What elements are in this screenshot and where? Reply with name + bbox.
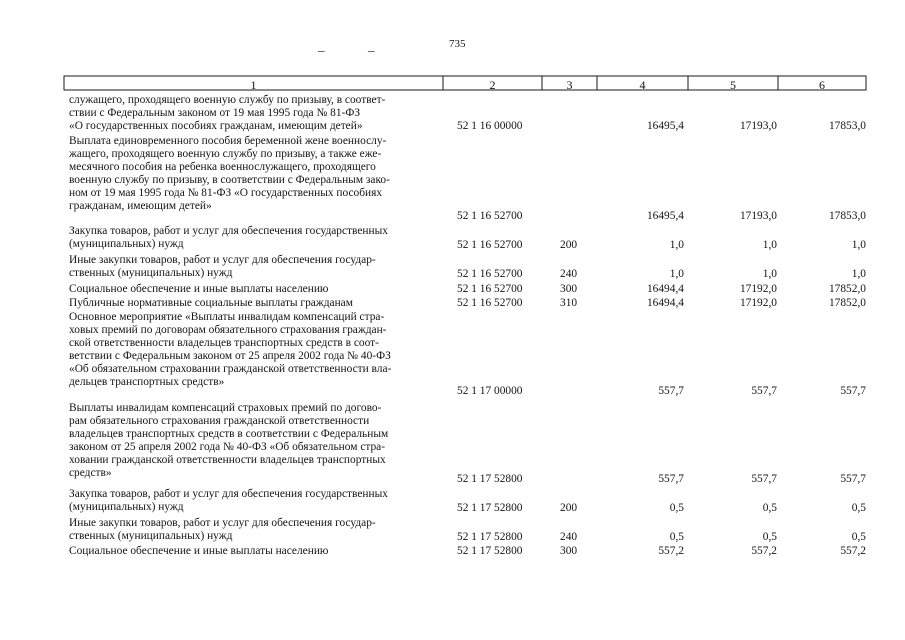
row-value-3: 17852,0 xyxy=(828,283,866,295)
row-description xyxy=(69,545,442,558)
row-value-3: 1,0 xyxy=(851,239,866,251)
row-code: 52 1 16 00000 xyxy=(457,120,523,132)
description-line: гражданам, имеющим детей» xyxy=(69,199,212,212)
row-description xyxy=(69,283,442,296)
row-value-3: 17852,0 xyxy=(828,297,866,309)
row-code: 52 1 17 52800 xyxy=(457,531,523,543)
row-value-1: 16494,4 xyxy=(646,283,684,295)
description-line: военную службу по призыву, в соответствии с Федеральным зако- xyxy=(69,173,390,186)
description-line: законом от 25 апреля 2002 года № 40-ФЗ «Об обязательном стра- xyxy=(69,440,386,453)
description-line: ственных (муниципальных) нужд xyxy=(69,266,233,279)
row-description xyxy=(69,311,442,388)
description-line: Иные закупки товаров, работ и услуг для обеспечения государ- xyxy=(69,517,376,529)
row-value-3: 1,0 xyxy=(851,268,866,280)
row-value-2: 557,2 xyxy=(751,545,777,557)
row-code: 52 1 17 52800 xyxy=(457,545,523,557)
column-header-3: 3 xyxy=(566,78,573,92)
description-line: средств» xyxy=(69,466,112,479)
row-value-1: 0,5 xyxy=(669,502,684,514)
description-line: ской ответственности владельцев транспортных средств в соот- xyxy=(69,336,379,349)
row-code: 52 1 17 52800 xyxy=(457,502,523,514)
description-line: ственных (муниципальных) нужд xyxy=(69,529,233,542)
description-line: Закупка товаров, работ и услуг для обеспечения государственных xyxy=(69,488,388,500)
description-line: Выплата единовременного пособия беременной жене военнослу- xyxy=(69,135,387,147)
row-value-1: 557,7 xyxy=(658,473,684,485)
row-description xyxy=(69,517,442,543)
row-description xyxy=(69,254,442,280)
page-number: 735 xyxy=(449,38,466,50)
row-value-2: 1,0 xyxy=(762,239,777,251)
row-value-1: 16495,4 xyxy=(646,210,684,222)
description-line: ховых премий по договорам обязательного страхования граждан- xyxy=(69,323,387,336)
row-value-1: 0,5 xyxy=(669,531,684,543)
row-expense-type: 240 xyxy=(560,268,578,280)
description-line: владельцев транспортных средств в соответствии с Федеральным xyxy=(69,427,389,440)
column-header-4: 4 xyxy=(639,78,646,92)
row-value-1: 1,0 xyxy=(669,268,684,280)
row-value-1: 1,0 xyxy=(669,239,684,251)
row-value-3: 0,5 xyxy=(851,502,866,514)
row-value-3: 17853,0 xyxy=(828,210,866,222)
row-code: 52 1 17 00000 xyxy=(457,385,523,397)
description-line: «Об обязательном страховании гражданской ответственности вла- xyxy=(69,362,392,375)
row-value-1: 16494,4 xyxy=(646,297,684,309)
row-expense-type: 240 xyxy=(560,531,578,543)
row-expense-type: 200 xyxy=(560,502,578,514)
description-line: ствии с Федеральным законом от 19 мая 1995 года № 81-ФЗ xyxy=(69,106,361,119)
row-value-3: 557,7 xyxy=(840,473,866,485)
row-value-2: 557,7 xyxy=(751,473,777,485)
row-code: 52 1 16 52700 xyxy=(457,297,523,309)
row-description xyxy=(69,402,442,479)
column-header-5: 5 xyxy=(730,78,736,92)
description-line: «О государственных пособиях гражданам, имеющим детей» xyxy=(69,119,363,132)
row-value-1: 557,2 xyxy=(658,545,684,557)
row-description xyxy=(69,225,442,251)
row-value-3: 557,2 xyxy=(840,545,866,557)
row-value-2: 557,7 xyxy=(751,385,777,397)
description-line: служащего, проходящего военную службу по призыву, в соответ- xyxy=(69,94,386,106)
row-expense-type: 300 xyxy=(560,283,578,295)
row-value-2: 0,5 xyxy=(762,502,777,514)
row-description xyxy=(69,135,442,212)
description-line: (муниципальных) нужд xyxy=(69,237,184,250)
description-line: дельцев транспортных средств» xyxy=(69,375,225,388)
row-value-2: 1,0 xyxy=(762,268,777,280)
row-value-2: 17192,0 xyxy=(739,283,777,295)
row-expense-type: 300 xyxy=(560,545,578,557)
description-line: Основное мероприятие «Выплаты инвалидам компенсаций стра- xyxy=(69,311,385,323)
row-value-3: 0,5 xyxy=(851,531,866,543)
row-code: 52 1 16 52700 xyxy=(457,210,523,222)
row-description xyxy=(69,488,442,514)
row-value-1: 16495,4 xyxy=(646,120,684,132)
description-line: Закупка товаров, работ и услуг для обеспечения государственных xyxy=(69,225,388,237)
row-code: 52 1 16 52700 xyxy=(457,268,523,280)
row-value-2: 0,5 xyxy=(762,531,777,543)
row-code: 52 1 16 52700 xyxy=(457,239,523,251)
row-description xyxy=(69,94,442,133)
row-value-2: 17192,0 xyxy=(739,297,777,309)
description-line: жащего, проходящего военную службу по призыву, а также еже- xyxy=(69,147,382,160)
description-line: Социальное обеспечение и иные выплаты населению xyxy=(69,545,329,557)
row-value-3: 557,7 xyxy=(840,385,866,397)
column-header-1: 1 xyxy=(250,78,257,92)
description-line: ветствии с Федеральным законом от 25 апреля 2002 года № 40-ФЗ xyxy=(69,349,391,362)
column-header-2: 2 xyxy=(489,78,496,92)
description-line: ном от 19 мая 1995 года № 81-ФЗ «О государственных пособиях xyxy=(69,186,383,199)
row-value-2: 17193,0 xyxy=(739,120,777,132)
row-value-2: 17193,0 xyxy=(739,210,777,222)
description-line: Иные закупки товаров, работ и услуг для обеспечения государ- xyxy=(69,254,376,266)
row-expense-type: 200 xyxy=(560,239,578,251)
row-code: 52 1 17 52800 xyxy=(457,473,523,485)
description-line: рам обязательного страхования гражданской ответственности xyxy=(69,414,370,427)
description-line: Публичные нормативные социальные выплаты гражданам xyxy=(69,297,353,309)
row-expense-type: 310 xyxy=(560,297,578,309)
header-dash-right: _ xyxy=(368,38,375,53)
header-dash-left: _ xyxy=(318,38,325,53)
row-value-1: 557,7 xyxy=(658,385,684,397)
description-line: Выплаты инвалидам компенсаций страховых премий по догово- xyxy=(69,402,382,414)
description-line: Социальное обеспечение и иные выплаты населению xyxy=(69,283,329,295)
column-header-6: 6 xyxy=(819,78,825,92)
row-code: 52 1 16 52700 xyxy=(457,283,523,295)
description-line: (муниципальных) нужд xyxy=(69,500,184,513)
description-line: месячного пособия на ребенка военнослужащего, проходящего xyxy=(69,160,376,173)
row-value-3: 17853,0 xyxy=(828,120,866,132)
row-description xyxy=(69,297,442,310)
description-line: ховании гражданской ответственности владельцев транспортных xyxy=(69,453,386,466)
